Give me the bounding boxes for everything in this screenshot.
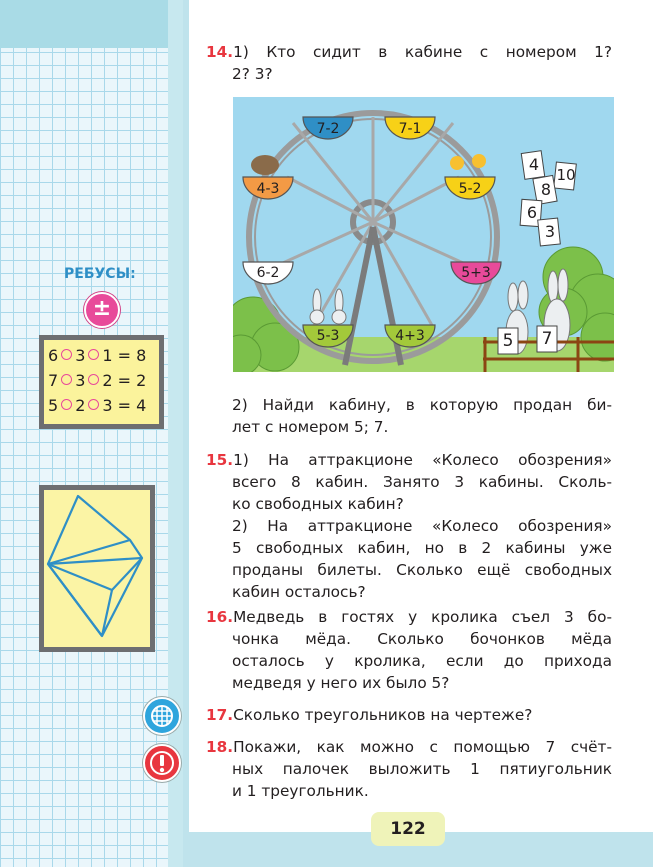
ticket-number: 3 <box>544 222 556 241</box>
task14-part2-line2: лет с номером 5; 7. <box>232 418 389 436</box>
cabin-label: 6-2 <box>256 265 280 281</box>
task-text: Медведь в гостях у кролика съел 3 бо- <box>233 608 612 626</box>
cabin-label: 5+3 <box>461 265 491 281</box>
ring-icon <box>61 374 72 385</box>
rebus-digit: 2 <box>75 396 86 415</box>
rebus-digit: 3 <box>102 396 113 415</box>
page-edge <box>183 0 189 867</box>
task15-line6: проданы билеты. Сколько ещё свободных <box>232 561 612 579</box>
cabin-label: 4+3 <box>395 328 425 344</box>
margin-grid <box>0 0 183 867</box>
task15-line4: 2) На аттракционе «Колесо обозрения» <box>232 517 612 535</box>
task-text: Сколько треугольников на чертеже? <box>233 706 533 724</box>
rebus-digit: 2 <box>102 371 113 390</box>
task15-line3: ко свободных кабин? <box>232 495 404 513</box>
task14-line2: 2? 3? <box>232 65 273 83</box>
grid-icon <box>143 697 181 735</box>
task-text: 1) На аттракционе «Колесо обозрения» <box>233 451 612 469</box>
cabin-label: 5-2 <box>458 181 482 197</box>
task18-line3: и 1 треугольник. <box>232 782 369 800</box>
task-number: 17. <box>206 706 234 724</box>
rebus-result: = 4 <box>117 396 147 415</box>
task16-line2: чонка мёда. Сколько бочонков мёда <box>232 630 612 648</box>
task-text: 1) Кто сидит в кабине с номером 1? <box>233 43 612 61</box>
task16-line3: осталось у кролика, если до прихода <box>232 652 612 670</box>
ring-icon <box>61 349 72 360</box>
task16-line1 <box>206 606 612 628</box>
ticket-number: 4 <box>528 155 540 174</box>
rebus-line <box>48 371 160 390</box>
exclamation-icon <box>143 744 181 782</box>
plus-minus-icon: ± <box>84 292 120 328</box>
rebus-digit: 6 <box>48 346 59 365</box>
cabin-label: 7-1 <box>398 121 422 137</box>
task18-line1 <box>206 736 612 758</box>
task15-line1 <box>206 449 612 471</box>
cabin-label: 4-3 <box>256 181 280 197</box>
ticket-number: 6 <box>526 203 538 222</box>
rebus-result: = 8 <box>117 346 147 365</box>
sign-number: 5 <box>502 331 514 351</box>
task14-line1 <box>206 41 612 63</box>
rebus-title: РЕБУСЫ: <box>64 266 136 282</box>
task15-line5: 5 свободных кабин, но в 2 кабины уже <box>232 539 612 557</box>
task-number: 16. <box>206 608 234 626</box>
cabin-label: 5-3 <box>316 328 340 344</box>
task17-line <box>206 704 612 726</box>
rebus-digit: 3 <box>75 346 86 365</box>
ring-icon <box>61 399 72 410</box>
rebus-digit: 7 <box>48 371 59 390</box>
task-number: 14. <box>206 43 234 61</box>
rebus-digit: 1 <box>102 346 113 365</box>
ring-icon <box>88 374 99 385</box>
task16-line4: медведя у него их было 5? <box>232 674 450 692</box>
margin-top-band <box>0 0 183 48</box>
ticket-number: 8 <box>540 180 552 199</box>
task15-line2: всего 8 кабин. Занято 3 кабины. Сколь- <box>232 473 612 491</box>
ferris-wheel-illustration <box>233 97 614 372</box>
task-text: Покажи, как можно с помощью 7 счёт- <box>233 738 612 756</box>
rebus-result: = 2 <box>117 371 147 390</box>
task15-line7: кабин осталось? <box>232 583 366 601</box>
ring-icon <box>88 349 99 360</box>
task-number: 15. <box>206 451 234 469</box>
rebus-line <box>48 346 160 365</box>
ring-icon <box>88 399 99 410</box>
rebus-digit: 5 <box>48 396 59 415</box>
rebus-line <box>48 396 160 415</box>
task14-part2-line1: 2) Найди кабину, в которую продан би- <box>232 396 612 414</box>
sign-number: 7 <box>541 329 553 349</box>
rebus-digit: 3 <box>75 371 86 390</box>
task-number: 18. <box>206 738 234 756</box>
ticket-number: 10 <box>556 166 576 184</box>
task18-line2: ных палочек выложить 1 пятиугольник <box>232 760 612 778</box>
page-number: 122 <box>371 812 445 846</box>
rebus-box <box>39 335 164 429</box>
triangles-drawing <box>44 490 150 647</box>
triangle-drawing-card <box>39 485 155 652</box>
cabin-label: 7-2 <box>316 121 340 137</box>
